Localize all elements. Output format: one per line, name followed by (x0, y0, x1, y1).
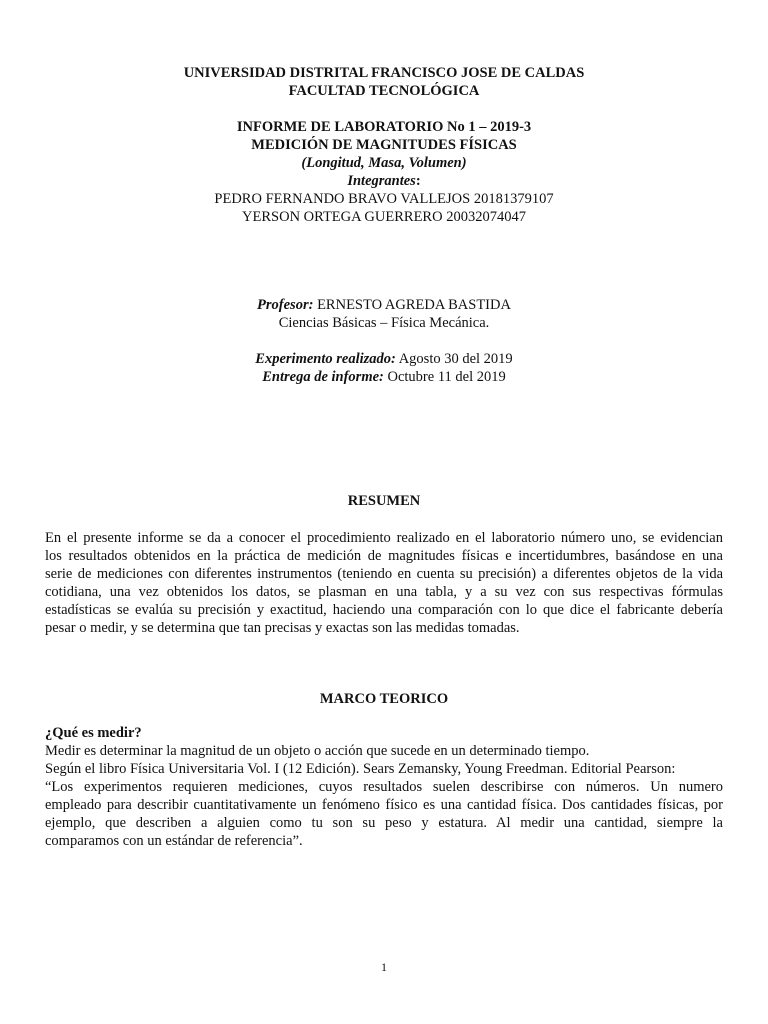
report-subtitle: (Longitud, Masa, Volumen) (301, 155, 467, 171)
report-subject: MEDICIÓN DE MAGNITUDES FÍSICAS (251, 137, 517, 153)
page-number: 1 (381, 960, 387, 974)
professor-name: ERNESTO AGREDA BASTIDA (313, 297, 511, 313)
resumen-line: En el presente informe se da a conocer el procedimiento realizado en el laboratorio número uno, se evidencian (45, 530, 723, 546)
spacer (40, 100, 728, 118)
resumen-line: los resultados obtenidos en la práctica de medición de magnitudes físicas e incertidumbres, basándose en una (45, 548, 723, 564)
professor-label: Profesor: (257, 297, 314, 313)
quote-line: ejemplo, que describen a alguien como tu son su peso y estatura. Al medir una cantidad, siempre la (45, 815, 723, 831)
resumen-paragraph (45, 529, 723, 637)
members-colon: : (415, 173, 421, 189)
quote-line: “Los experimentos requieren mediciones, cuyos resultados suelen describirse con números. Un numero (45, 779, 723, 795)
member-2: YERSON ORTEGA GUERRERO 20032074047 (242, 209, 526, 225)
marco-line: Según el libro Física Universitaria Vol. I (12 Edición). Sears Zemansky, Young Freedman. Editorial Pearson: (45, 761, 676, 777)
meta-block (40, 296, 728, 386)
member-1: PEDRO FERNANDO BRAVO VALLEJOS 20181379107 (214, 191, 554, 207)
course-line: Ciencias Básicas – Física Mecánica. (278, 315, 490, 331)
marco-question: ¿Qué es medir? (45, 725, 142, 741)
experiment-date: Agosto 30 del 2019 (395, 351, 513, 367)
quote-line: empleado para describir cuantitativamente un fenómeno físico es una cantidad física. Dos cantidades físicas, por (45, 797, 723, 813)
title-block (40, 64, 728, 226)
quote-line: comparamos con un estándar de referencia”. (45, 833, 303, 849)
experiment-line (40, 350, 728, 368)
resumen-line: serie de mediciones con diferentes instrumentos (teniendo en cuenta su precisión) a diferentes objetos de la vida (45, 566, 723, 582)
marco-line: Medir es determinar la magnitud de un objeto o acción que sucede en un determinado tiempo. (45, 743, 590, 759)
university-name: UNIVERSIDAD DISTRITAL FRANCISCO JOSE DE CALDAS (183, 65, 585, 81)
resumen-line: estadísticas se evalúa su precisión y exactitud, haciendo una comparación con lo que dice el fabricante debería (45, 602, 723, 618)
resumen-heading: RESUMEN (347, 493, 421, 509)
report-title: INFORME DE LABORATORIO No 1 – 2019-3 (236, 119, 532, 135)
marco-paragraph (45, 724, 723, 850)
marco-heading: MARCO TEORICO (319, 691, 449, 707)
resumen-line: pesar o medir, y se determina que tan precisas y exactas son las medidas tomadas. (45, 620, 520, 636)
delivery-line (40, 368, 728, 386)
faculty-name: FACULTAD TECNOLÓGICA (288, 83, 480, 99)
professor-line (40, 296, 728, 314)
members-label: Integrantes (347, 173, 416, 189)
resumen-line: cotidiana, una vez obtenidos los datos, se plasman en una tabla, y a su vez con sus respectivas fórmulas (45, 584, 723, 600)
delivery-label: Entrega de informe: (262, 369, 384, 385)
delivery-date: Octubre 11 del 2019 (383, 369, 506, 385)
members-heading (40, 172, 728, 190)
spacer (40, 332, 728, 350)
experiment-label: Experimento realizado: (255, 351, 396, 367)
